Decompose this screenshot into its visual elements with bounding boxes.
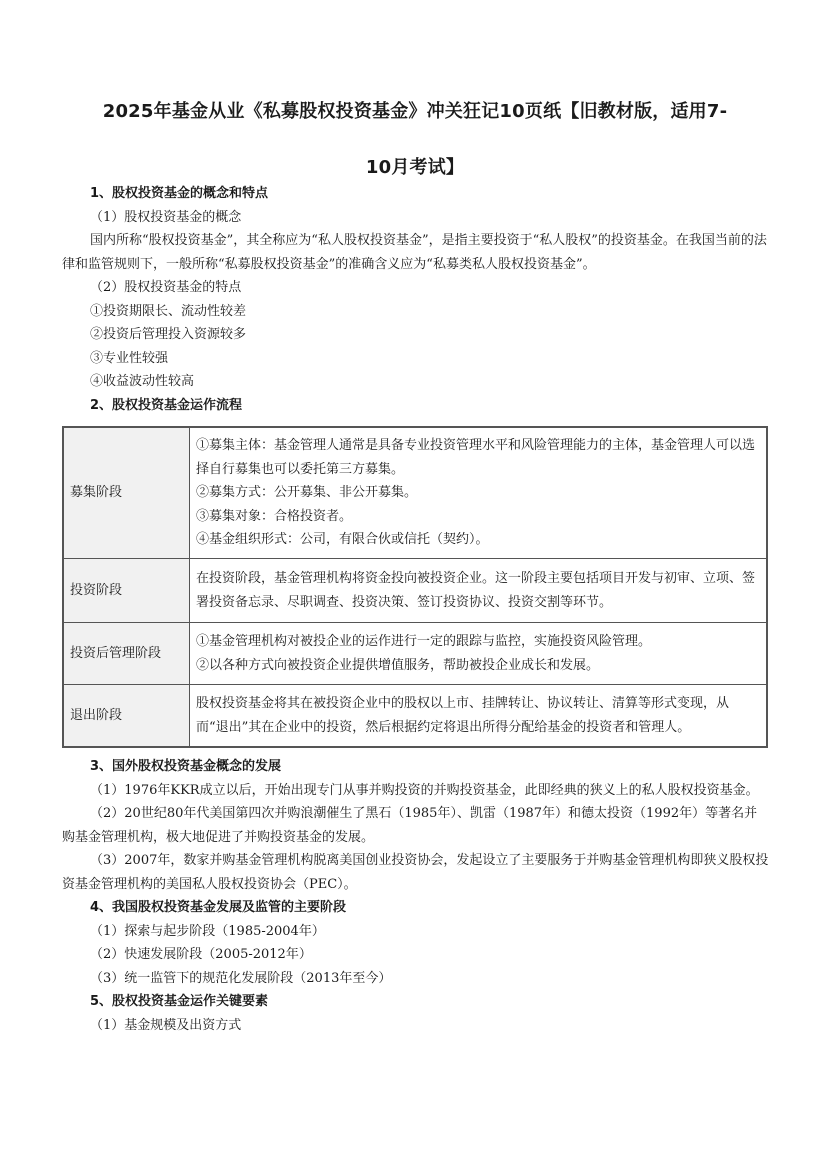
table-row — [63, 427, 767, 559]
table-row — [63, 559, 767, 623]
section-heading: 4、我国股权投资基金发展及监管的主要阶段 — [90, 900, 347, 915]
section-heading: 2、股权投资基金运作流程 — [90, 397, 243, 413]
list-item: ④收益波动性较高 — [90, 374, 195, 389]
cell-line: ①基金管理机构对被投企业的运作进行一定的跟踪与监控，实施投资风险管理。 — [196, 634, 652, 649]
operation-flow-table — [62, 426, 768, 748]
list-item: （1）探索与起步阶段（1985-2004年） — [90, 923, 325, 939]
page-title — [60, 84, 770, 196]
table-row — [63, 685, 767, 748]
title-line-1: 2025年基金从业《私募股权投资基金》冲关狂记10页纸【旧教材版，适用7- — [102, 101, 728, 122]
list-item: （2）快速发展阶段（2005-2012年） — [90, 947, 312, 962]
cell-line: ④基金组织形式：公司，有限合伙或信托（契约）。 — [196, 532, 489, 548]
paragraph: （1）1976年KKR成立以后，开始出现专门从事并购投资的并购投资基金，此即经典的狭义上的私人股权投资基金。 — [90, 782, 759, 798]
list-item: （1）基金规模及出资方式 — [90, 1017, 242, 1033]
list-item: ③专业性较强 — [90, 350, 169, 366]
table-row — [63, 623, 767, 685]
section-heading: 1、股权投资基金的概念和特点 — [90, 186, 269, 201]
paragraph: 国内所称“股权投资基金”，其全称应为“私人股权投资基金”，是指主要投资于“私人股权”的投资基金。在我国当前的法律和监管规则下，一般所称“私募股权投资基金”的准确含义应为“私募类私人股权投资基金”。 — [62, 233, 767, 272]
subheading: （2）股权投资基金的特点 — [90, 280, 242, 295]
section-heading: 5、股权投资基金运作关键要素 — [90, 994, 269, 1009]
cell-line: 在投资阶段，基金管理机构将资金投向被投资企业。这一阶段主要包括项目开发与初审、立项、签署投资备忘录、尽职调查、投资决策、签订投资协议、投资交割等环节。 — [196, 571, 756, 610]
stage-cell: 投资后管理阶段 — [63, 623, 190, 685]
list-item: ②投资后管理投入资源较多 — [90, 327, 247, 342]
list-item: ①投资期限长、流动性较差 — [90, 303, 247, 319]
cell-line: ②募集方式：公开募集、非公开募集。 — [196, 485, 418, 501]
document-body — [62, 182, 770, 1037]
stage-cell: 募集阶段 — [63, 427, 190, 559]
stage-cell: 投资阶段 — [63, 559, 190, 623]
description-cell — [190, 559, 768, 623]
title-line-2: 10月考试】 — [365, 157, 465, 178]
cell-line: ②以各种方式向被投资企业提供增值服务，帮助被投企业成长和发展。 — [196, 657, 600, 673]
paragraph: （3）2007年，数家并购基金管理机构脱离美国创业投资协会，发起设立了主要服务于并购基金管理机构即狭义股权投资基金管理机构的美国私人股权投资协会（PEC）。 — [62, 853, 769, 892]
subheading: （1）股权投资基金的概念 — [90, 209, 242, 225]
paragraph: （2）20世纪80年代美国第四次并购浪潮催生了黑石（1985年）、凯雷（1987年）和德太投资（1992年）等著名并购基金管理机构，极大地促进了并购投资基金的发展。 — [62, 806, 758, 845]
stage-cell: 退出阶段 — [63, 685, 190, 748]
section-heading: 3、国外股权投资基金概念的发展 — [90, 759, 282, 774]
cell-line: ③募集对象：合格投资者。 — [196, 508, 353, 524]
list-item: （3）统一监管下的规范化发展阶段（2013年至今） — [90, 970, 392, 986]
description-cell — [190, 623, 768, 685]
description-cell — [190, 427, 768, 559]
description-cell — [190, 685, 768, 748]
cell-line: 股权投资基金将其在被投资企业中的股权以上市、挂牌转让、协议转让、清算等形式变现，从而“退出”其在企业中的投资，然后根据约定将退出所得分配给基金的投资者和管理人。 — [196, 696, 730, 735]
cell-line: ①募集主体：基金管理人通常是具备专业投资管理水平和风险管理能力的主体，基金管理人可以选择自行募集也可以委托第三方募集。 — [196, 438, 756, 477]
